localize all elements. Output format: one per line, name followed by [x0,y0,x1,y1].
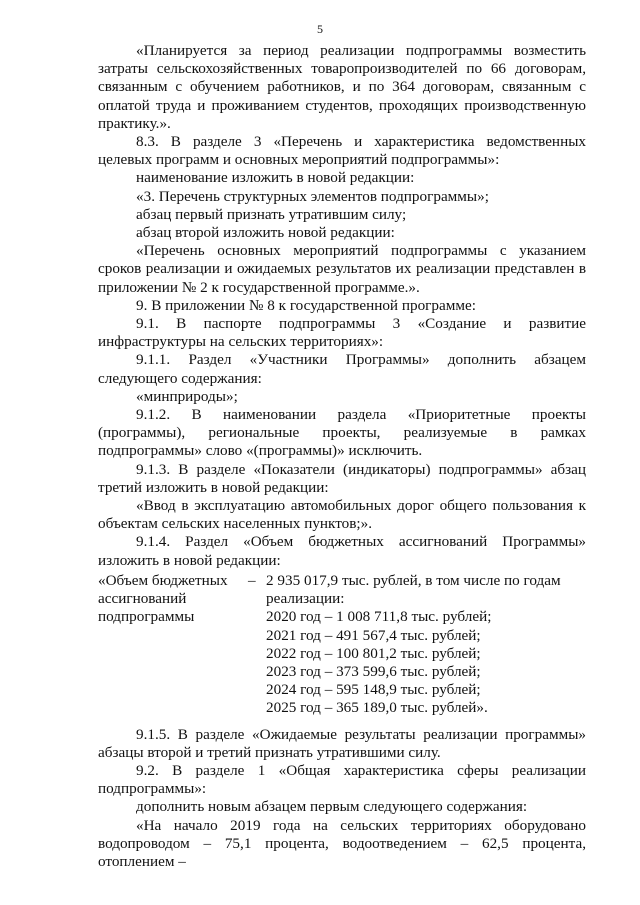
document-body [98,42,586,871]
page-number: 5 [317,22,323,36]
paragraph: абзац второй изложить новой редакции: [136,224,395,242]
budget-year-row: 2020 год – 1 008 711,8 тыс. рублей; [266,608,492,626]
budget-year-row: 2022 год – 100 801,2 тыс. рублей; [266,644,481,662]
budget-label-cell [98,572,266,718]
budget-year-row: 2024 год – 595 148,9 тыс. рублей; [266,681,481,699]
paragraph: 9.1.2. В наименовании раздела «Приоритетные проекты (программы), региональные проекты, реализуемые в рамках подпрограммы» слово «(программы)» исключить. [98,406,586,460]
paragraph: 9.1.4. Раздел «Объем бюджетных ассигнований Программы» изложить в новой редакции: [98,533,586,569]
budget-table [98,572,586,718]
paragraph: 9.1.3. В разделе «Показатели (индикаторы) подпрограммы» абзац третий изложить в новой редакции: [98,460,586,496]
paragraph: 9.1.5. В разделе «Ожидаемые результаты реализации программы» абзацы второй и третий признать утратившими силу. [98,725,586,761]
paragraph: 9. В приложении № 8 к государственной программе: [136,296,476,314]
budget-year-row: 2021 год – 491 567,4 тыс. рублей; [266,626,481,644]
paragraph: 9.1. В паспорте подпрограммы 3 «Создание и развитие инфраструктуры на сельских территориях»: [98,315,586,351]
paragraph: 8.3. В разделе 3 «Перечень и характеристика ведомственных целевых программ и основных мероприятий подпрограммы»: [98,133,586,169]
budget-value-cell [266,572,586,718]
paragraph: абзац первый признать утратившим силу; [136,205,407,223]
budget-dash: – [248,571,256,589]
budget-year-row: 2023 год – 373 599,6 тыс. рублей; [266,662,481,680]
paragraph: наименование изложить в новой редакции: [136,169,415,187]
paragraph: 9.1.1. Раздел «Участники Программы» дополнить абзацем следующего содержания: [98,351,586,387]
paragraph: «Перечень основных мероприятий подпрограммы с указанием сроков реализации и ожидаемых результатов их реализации представлен в приложении № 2 к государственной программе.». [98,242,586,296]
paragraph: «Планируется за период реализации подпрограммы возместить затраты сельскохозяйственных товаропроизводителей по 66 договорам, связанным с обучением работников, и по 364 договорам, связанным с оплатой труда и проживанием студентов, проходящих производственную практику.». [98,42,586,132]
spacer [98,718,586,726]
budget-year-row: 2025 год – 365 189,0 тыс. рублей». [266,699,488,717]
paragraph: дополнить новым абзацем первым следующего содержания: [136,798,528,816]
budget-total: 2 935 017,9 тыс. рублей, в том числе по годам реализации: [266,571,561,608]
paragraph: «На начало 2019 года на сельских территориях оборудовано водопроводом – 75,1 процента, водоотведением – 62,5 процента, отоплением – [98,816,586,870]
paragraph: «3. Перечень структурных элементов подпрограммы»; [136,187,489,205]
budget-label: «Объем бюджетных ассигнований подпрограммы [98,571,228,626]
paragraph: 9.2. В разделе 1 «Общая характеристика сферы реализации подпрограммы»: [98,761,586,798]
paragraph: «Ввод в эксплуатацию автомобильных дорог общего пользования к объектам сельских населенных пунктов;». [98,497,586,533]
paragraph: «минприроды»; [136,387,238,405]
